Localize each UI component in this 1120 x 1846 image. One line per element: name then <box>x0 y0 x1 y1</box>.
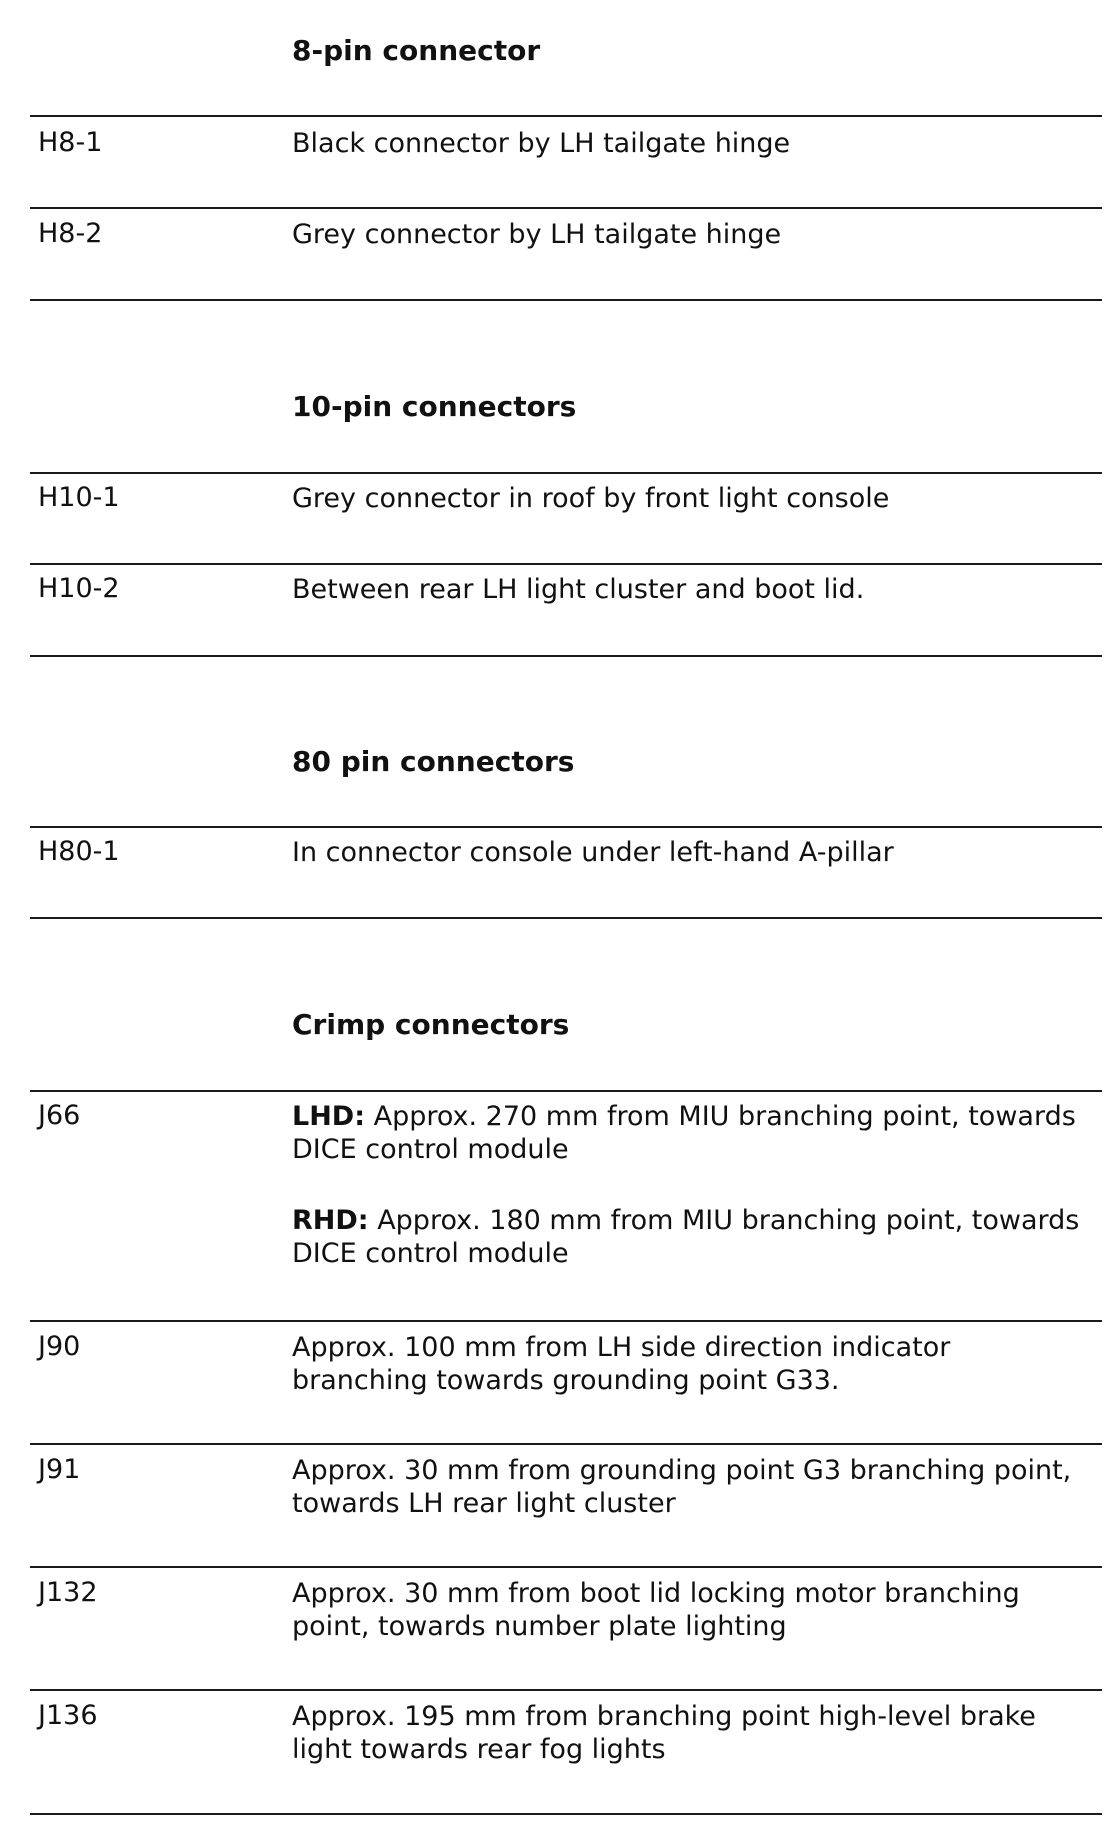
table-rule <box>30 826 1102 828</box>
connector-description: In connector console under left-hand A-pillar <box>292 837 894 868</box>
connector-code: J91 <box>38 1454 81 1485</box>
section-heading-crimp: Crimp connectors <box>292 1008 570 1041</box>
connector-code: H8-1 <box>38 127 103 158</box>
section-heading-10-pin: 10-pin connectors <box>292 390 577 423</box>
lhd-label: LHD: <box>292 1101 366 1132</box>
table-rule <box>30 472 1102 474</box>
connector-description: Approx. 30 mm from grounding point G3 branching point, towards LH rear light cluster <box>292 1455 1072 1519</box>
connector-description: Black connector by LH tailgate hinge <box>292 128 791 159</box>
table-rule <box>30 1090 1102 1092</box>
table-rule <box>30 917 1102 919</box>
section-heading-8-pin: 8-pin connector <box>292 34 541 67</box>
table-rule <box>30 655 1102 657</box>
table-rule <box>30 115 1102 117</box>
connector-description: Between rear LH light cluster and boot lid. <box>292 574 865 605</box>
connector-description: Approx. 100 mm from LH side direction indicator branching towards grounding point G33. <box>292 1332 951 1396</box>
connector-code: J136 <box>38 1700 98 1731</box>
table-rule <box>30 1689 1102 1691</box>
table-rule <box>30 207 1102 209</box>
connector-code: J66 <box>38 1100 81 1131</box>
connector-description: Grey connector by LH tailgate hinge <box>292 219 782 250</box>
connector-code: H10-1 <box>38 482 120 513</box>
table-rule <box>30 1566 1102 1568</box>
lhd-description <box>292 1100 1092 1166</box>
table-rule <box>30 299 1102 301</box>
table-rule <box>30 563 1102 565</box>
rhd-text: Approx. 180 mm from MIU branching point, towards DICE control module <box>292 1205 1080 1269</box>
connector-description: Approx. 30 mm from boot lid locking motor branching point, towards number plate lighting <box>292 1578 1020 1642</box>
section-heading-80-pin: 80 pin connectors <box>292 745 575 778</box>
connector-code: H10-2 <box>38 573 120 604</box>
connector-code: H80-1 <box>38 836 120 867</box>
connector-description: Approx. 195 mm from branching point high-level brake light towards rear fog lights <box>292 1701 1036 1765</box>
rhd-label: RHD: <box>292 1205 369 1236</box>
lhd-text: Approx. 270 mm from MIU branching point, towards DICE control module <box>292 1101 1076 1165</box>
rhd-description <box>292 1204 1092 1270</box>
table-rule <box>30 1813 1102 1815</box>
connector-description <box>292 1100 1092 1270</box>
connector-code: H8-2 <box>38 218 103 249</box>
connector-description: Grey connector in roof by front light console <box>292 483 890 514</box>
connector-code: J132 <box>38 1577 98 1608</box>
table-rule <box>30 1320 1102 1322</box>
table-rule <box>30 1443 1102 1445</box>
connector-code: J90 <box>38 1331 81 1362</box>
